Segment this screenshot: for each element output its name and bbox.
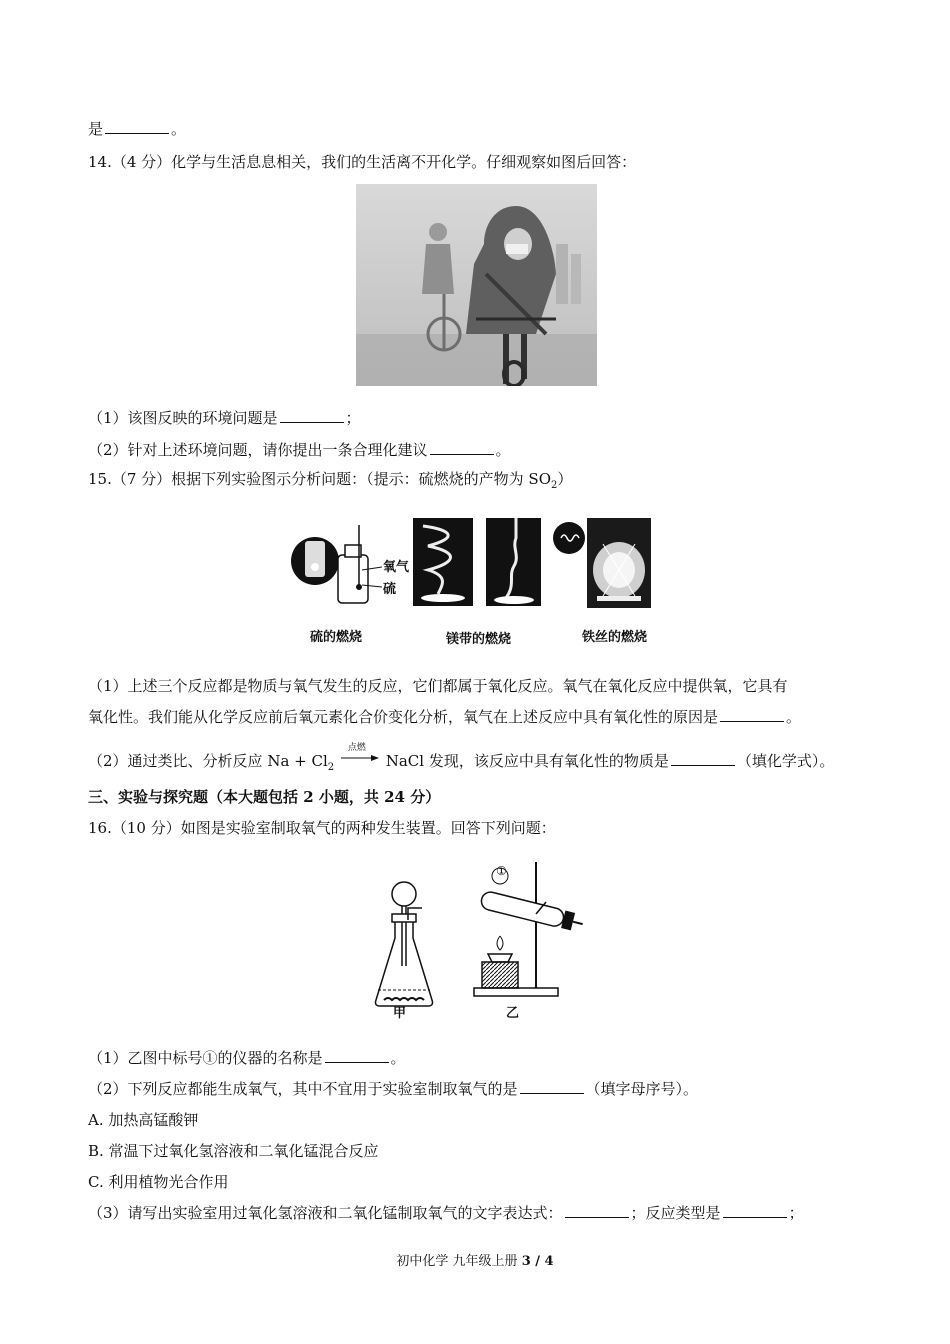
answer-blank <box>671 751 735 766</box>
label-oxygen: 氧气 <box>383 560 410 575</box>
q15-sub1-line2 <box>88 706 801 728</box>
answer-blank <box>565 1203 629 1218</box>
q14-sub1 <box>88 407 361 429</box>
q14-sub2-suffix: 。 <box>495 441 511 459</box>
q16-option-c: C. 利用植物光合作用 <box>88 1173 229 1191</box>
answer-blank <box>720 707 784 722</box>
q14-sub1-prefix: （1）该图反映的环境问题是 <box>88 409 278 427</box>
label-jia: 甲 <box>393 1006 407 1021</box>
q15-stem-suffix: ） <box>557 470 573 488</box>
q16-sub1-prefix: （1）乙图中标号①的仪器的名称是 <box>88 1049 323 1067</box>
reaction-condition: 点燃 <box>347 743 366 753</box>
q15-sub2 <box>88 743 835 779</box>
label-yi: 乙 <box>506 1006 520 1021</box>
q16-sub3 <box>88 1202 804 1224</box>
q16-option-a: A. 加热高锰酸钾 <box>88 1111 199 1129</box>
q15-stem-prefix: 15.（7 分）根据下列实验图示分析问题：（提示：硫燃烧的产物为 SO <box>88 470 552 488</box>
mg-burning-photo-2 <box>486 518 541 606</box>
answer-blank <box>280 408 344 423</box>
answer-blank <box>520 1079 584 1094</box>
q13-tail-line <box>88 118 186 140</box>
label-sulfur: 硫 <box>383 582 397 597</box>
q16-sub2-suffix: （填字母序号）。 <box>585 1080 699 1098</box>
mg-burning-photo-1 <box>413 518 473 606</box>
q16-sub3-suffix: ； <box>788 1204 804 1222</box>
q15-stem <box>88 468 572 497</box>
answer-blank <box>325 1048 389 1063</box>
q16-sub1-suffix: 。 <box>390 1049 406 1067</box>
section-3-heading: 三、实验与探究题（本大题包括 2 小题，共 24 分） <box>88 788 441 806</box>
page-number: 3 / 4 <box>521 1254 554 1269</box>
q13-tail-prefix: 是 <box>88 120 104 138</box>
instrument-marker: ① <box>496 864 507 878</box>
q15-sub1-line1: （1）上述三个反应都是物质与氧气发生的反应，它们都属于氧化反应。氧气在氧化反应中提供氧，它具有 <box>88 677 788 695</box>
q16-sub2-prefix: （2）下列反应都能生成氧气，其中不宜用于实验室制取氧气的是 <box>88 1080 518 1098</box>
q15-sub2-prefix: （2）通过类比、分析反应 Na + Cl <box>88 752 328 770</box>
q16-sub3-mid: ；反应类型是 <box>630 1204 721 1222</box>
q16-sub3-prefix: （3）请写出实验室用过氧化氢溶液和二氧化锰制取氧气的文字表达式： <box>88 1204 563 1222</box>
caption-magnesium: 镁带的燃烧 <box>446 632 512 647</box>
fe-burning-figure <box>553 518 651 608</box>
q14-sub2-prefix: （2）针对上述环境问题，请你提出一条合理化建议 <box>88 441 428 459</box>
q15-sub1-line2-prefix: 氧化性。我们能从化学反应前后氧元素化合价变化分析，氧气在上述反应中具有氧化性的原因是 <box>88 708 719 726</box>
apparatus-yi <box>470 862 590 1002</box>
q14-sub1-suffix: ； <box>345 409 361 427</box>
q16-stem: 16.（10 分）如图是实验室制取氧气的两种发生装置。回答下列问题： <box>88 819 556 837</box>
page-footer <box>0 1250 950 1269</box>
reaction-arrow <box>339 743 381 766</box>
q15-sub2-suffix: （填化学式）。 <box>736 752 835 770</box>
answer-blank <box>105 119 169 134</box>
answer-blank <box>430 440 494 455</box>
q15-sub2-product: NaCl 发现，该反应中具有氧化性的物质是 <box>385 752 669 770</box>
q13-tail-suffix: 。 <box>171 120 187 138</box>
q16-sub1 <box>88 1047 406 1069</box>
q14-stem: 14.（4 分）化学与生活息息相关，我们的生活离不开化学。仔细观察如图后回答： <box>88 153 637 171</box>
q15-sub2-subscript: 2 <box>327 762 335 773</box>
answer-blank <box>723 1203 787 1218</box>
q14-sub2 <box>88 439 511 461</box>
arrow-icon <box>339 746 381 766</box>
smog-photo <box>356 184 597 386</box>
q15-stem-subscript: 2 <box>551 480 558 491</box>
footer-text: 初中化学 九年级上册 <box>396 1254 518 1269</box>
q16-option-b: B. 常温下过氧化氢溶液和二氧化锰混合反应 <box>88 1142 379 1160</box>
q15-sub1-line2-suffix: 。 <box>786 708 802 726</box>
q16-sub2 <box>88 1078 698 1100</box>
caption-sulfur: 硫的燃烧 <box>310 630 363 645</box>
caption-iron: 铁丝的燃烧 <box>582 630 648 645</box>
